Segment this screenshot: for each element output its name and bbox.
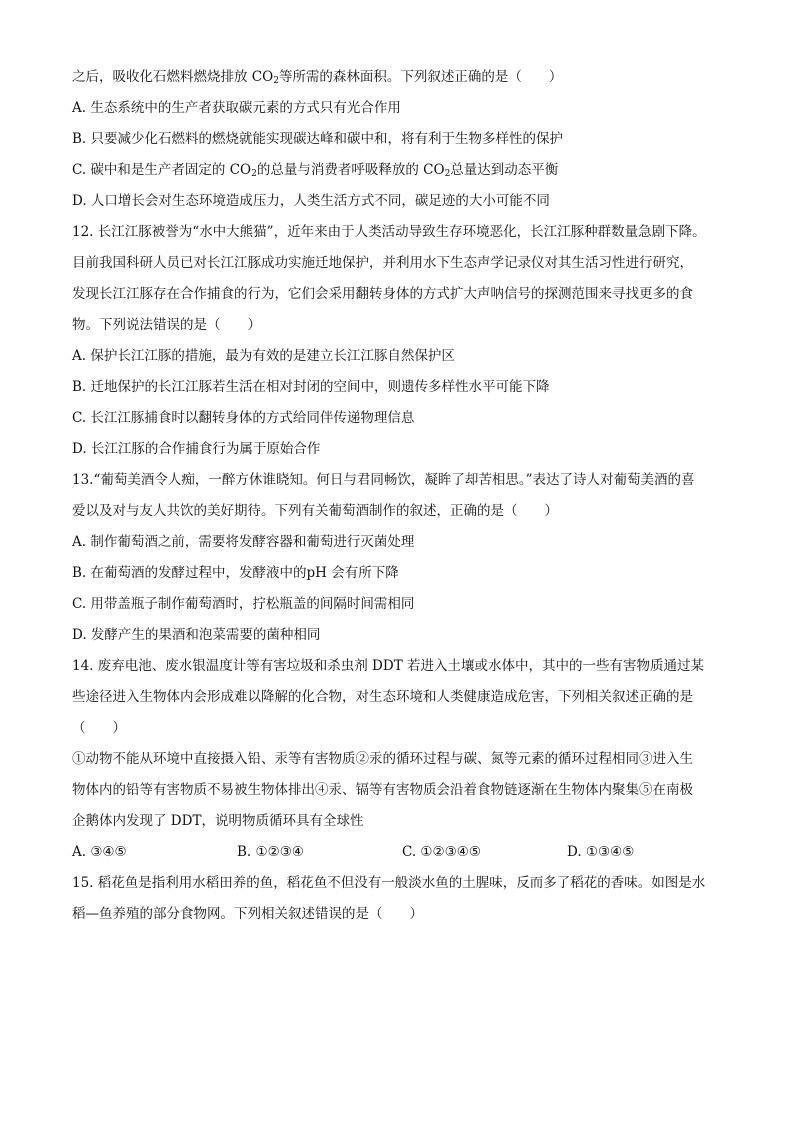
q13-option-c: C. 用带盖瓶子制作葡萄酒时，拧松瓶盖的间隔时间需相同: [72, 596, 415, 612]
q13-stem-line-1: 13.“葡萄美酒令人痴，一醉方休谁晓知。何日与君同畅饮，凝眸了却苦相思。”表达了诗人对葡萄美酒的喜: [72, 472, 695, 488]
question-page: [72, 62, 732, 930]
q12-stem-line-1: 12. 长江江豚被誉为“水中大熊猫”，近年来由于人类活动导致生存环境恶化，长江江豚种群数量急剧下降。: [72, 224, 706, 240]
q14-option-a: A. ③④⑤: [72, 844, 127, 860]
q11-option-a: A. 生态系统中的生产者获取碳元素的方式只有光合作用: [72, 100, 401, 116]
q12-stem-line-3: 发现长江江豚存在合作捕食的行为，它们会采用翻转身体的方式扩大声呐信号的探测范围来寻找更多的食: [72, 286, 693, 302]
q12-option-d: D. 长江江豚的合作捕食行为属于原始合作: [72, 441, 321, 457]
q14-option-c: C. ①②③④⑤: [402, 844, 481, 860]
q13-option-b: B. 在葡萄酒的发酵过程中，发酵液中的pH 会有所下降: [72, 565, 399, 581]
q14-statement-line-2: 物体内的铅等有害物质不易被生物体排出④汞、镉等有害物质会沿着食物链逐渐在生物体内聚集⑤在南极: [72, 782, 693, 798]
q11-option-b: B. 只要减少化石燃料的燃烧就能实现碳达峰和碳中和，将有利于生物多样性的保护: [72, 131, 564, 147]
q15-stem-line-2: 稻—鱼养殖的部分食物网。下列相关叙述错误的是（ ）: [72, 906, 423, 922]
q12-option-a: A. 保护长江江豚的措施，最为有效的是建立长江江豚自然保护区: [72, 348, 455, 364]
q13-option-d: D. 发酵产生的果酒和泡菜需要的菌种相同: [72, 627, 321, 643]
q12-option-c: C. 长江江豚捕食时以翻转身体的方式给同伴传递物理信息: [72, 410, 415, 426]
q11-stem-tail: 之后，吸收化石燃料燃烧排放 $CO_2$等所需的森林面积。下列叙述正确的是（ ）: [72, 69, 563, 86]
q15-stem-line-1: 15. 稻花鱼是指利用水稻田养的鱼，稻花鱼不但没有一般淡水鱼的土腥味，反而多了稻花的香味。如图是水: [72, 875, 706, 891]
q11-option-d: D. 人口增长会对生态环境造成压力，人类生活方式不同，碳足迹的大小可能不同: [72, 193, 550, 209]
q14-statement-line-1: ①动物不能从环境中直接摄入铅、汞等有害物质②汞的循环过程与碳、氮等元素的循环过程相同③进入生: [72, 751, 693, 767]
q12-option-b: B. 迁地保护的长江江豚若生活在相对封闭的空间中，则遗传多样性水平可能下降: [72, 379, 550, 395]
q13-stem-line-2: 爱以及对与友人共饮的美好期待。下列有关葡萄酒制作的叙述，正确的是（ ）: [72, 503, 558, 519]
q12-stem-line-2: 目前我国科研人员已对长江江豚成功实施迁地保护，并利用水下生态声学记录仪对其生活习性进行研究，: [72, 255, 693, 271]
q14-stem-line-3: （ ）: [72, 720, 126, 736]
q14-statement-line-3: 企鹅体内发现了 DDT，说明物质循环具有全球性: [72, 813, 364, 829]
q14-option-d: D. ①③④⑤: [567, 844, 635, 860]
q12-stem-line-4: 物。下列说法错误的是（ ）: [72, 317, 261, 333]
q13-option-a: A. 制作葡萄酒之前，需要将发酵容器和葡萄进行灭菌处理: [72, 534, 415, 550]
q14-options-row: [72, 837, 732, 868]
q11-option-c: C. 碳中和是生产者固定的 $CO_2$的总量与消费者呼吸释放的 $CO_2$总量达到动态平衡: [72, 162, 559, 179]
q14-stem-line-1: 14. 废弃电池、废水银温度计等有害垃圾和杀虫剂 DDT 若进入土壤或水体中，其中的一些有害物质通过某: [72, 658, 704, 674]
q14-stem-line-2: 些途径进入生物体内会形成难以降解的化合物，对生态环境和人类健康造成危害，下列相关叙述正确的是: [72, 689, 693, 705]
q14-option-b: B. ①②③④: [237, 844, 304, 860]
